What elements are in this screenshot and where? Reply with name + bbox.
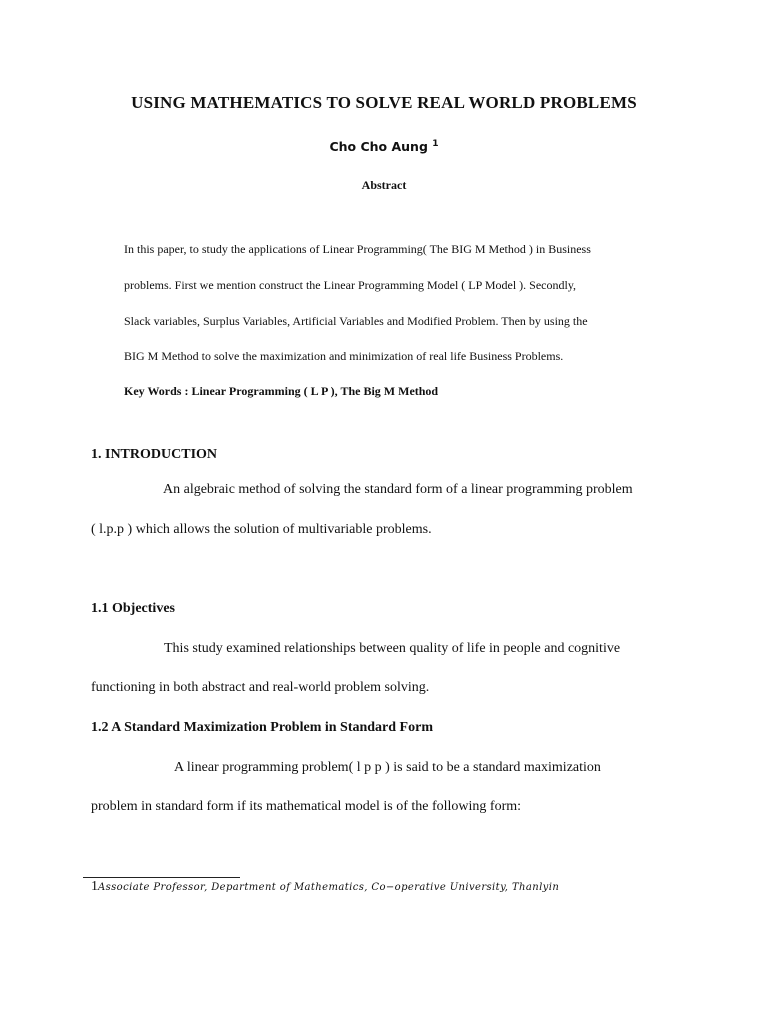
abstract-line: BIG M Method to solve the maximization and minimization of real life Business Problems. xyxy=(124,349,564,363)
section-heading-introduction: 1. INTRODUCTION xyxy=(91,447,218,462)
body-line: An algebraic method of solving the standard form of a linear programming problem xyxy=(163,482,633,497)
author-footnote-mark: 1 xyxy=(432,139,439,149)
body-line: ( l.p.p ) which allows the solution of multivariable problems. xyxy=(91,522,432,537)
body-line: A linear programming problem( l p p ) is said to be a standard maximization xyxy=(174,760,601,775)
author-name-text: Cho Cho Aung xyxy=(329,139,428,155)
abstract-line: In this paper, to study the applications of Linear Programming( The BIG M Method ) in Business xyxy=(124,242,591,256)
footnote-mark: 1 xyxy=(91,879,98,894)
author-name xyxy=(0,139,768,154)
abstract-line: Slack variables, Surplus Variables, Artificial Variables and Modified Problem. Then by using the xyxy=(124,314,588,328)
body-line: problem in standard form if its mathematical model is of the following form: xyxy=(91,799,522,814)
keywords: Key Words : Linear Programming ( L P ), The Big M Method xyxy=(124,384,439,398)
section-heading-standard-maximization: 1.2 A Standard Maximization Problem in Standard Form xyxy=(91,720,433,735)
footnote-text: Associate Professor, Department of Mathematics, Co−operative University, Thanlyin xyxy=(98,882,560,893)
paper-title: USING MATHEMATICS TO SOLVE REAL WORLD PROBLEMS xyxy=(131,93,637,112)
footnote-divider xyxy=(83,877,240,878)
abstract-heading: Abstract xyxy=(361,178,407,192)
section-heading-objectives: 1.1 Objectives xyxy=(91,601,175,616)
footnote xyxy=(91,879,559,895)
body-line: This study examined relationships between quality of life in people and cognitive xyxy=(164,641,621,656)
abstract-line: problems. First we mention construct the Linear Programming Model ( LP Model ). Secondly, xyxy=(124,278,577,292)
body-line: functioning in both abstract and real-world problem solving. xyxy=(91,680,430,695)
